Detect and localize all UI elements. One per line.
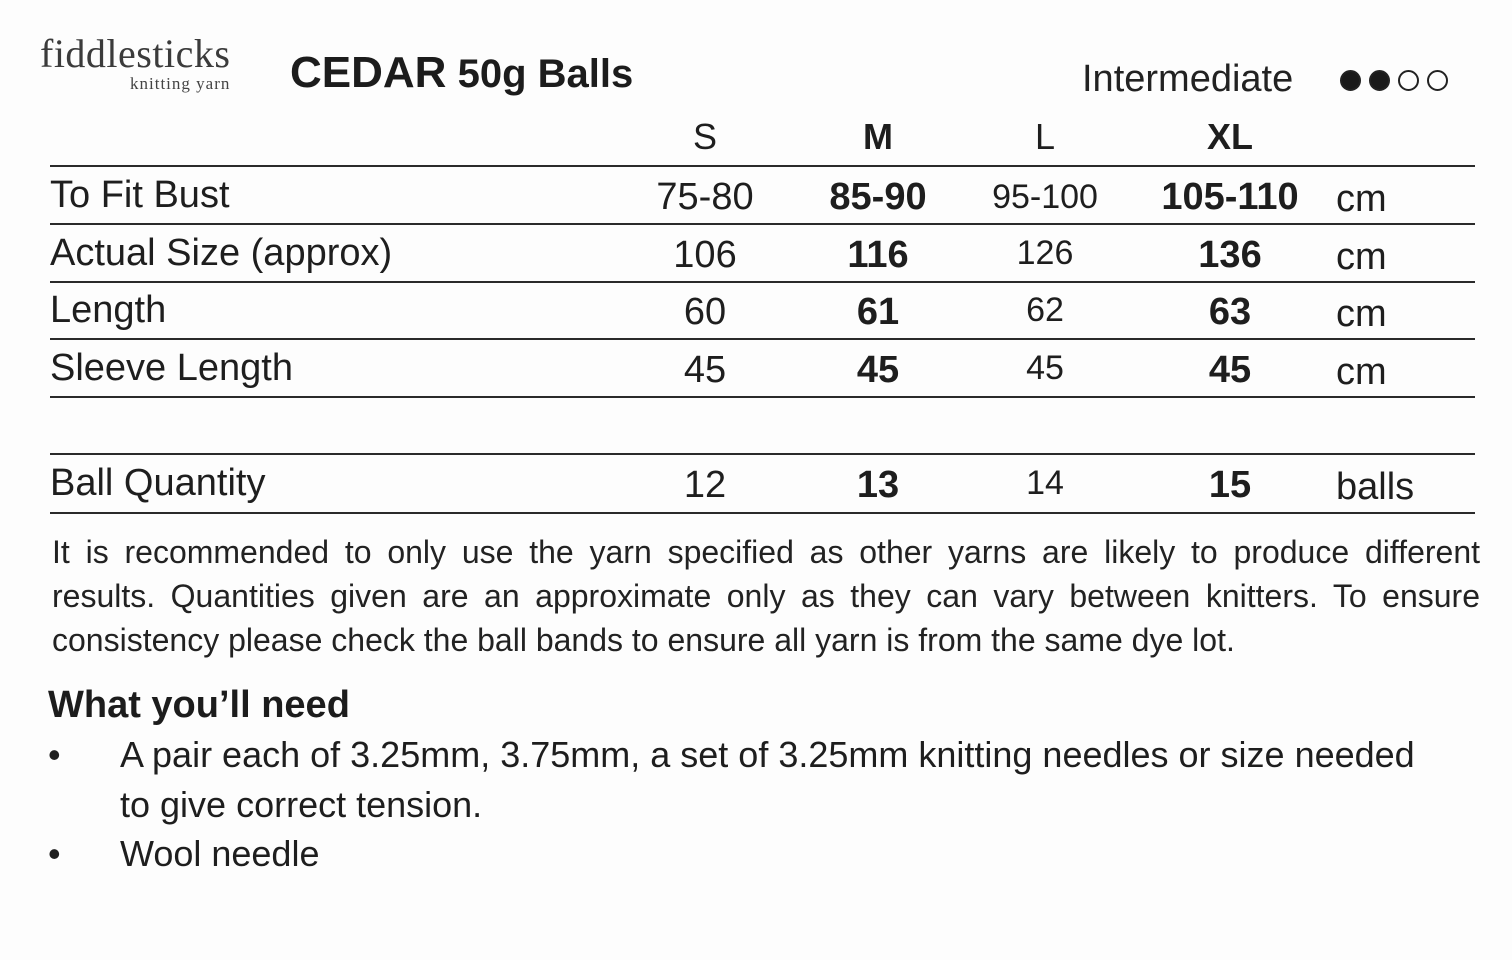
- row-unit: cm: [1336, 236, 1387, 278]
- row-unit: cm: [1336, 293, 1387, 335]
- size-header-xl: XL: [1206, 116, 1253, 157]
- bullet-icon: •: [48, 734, 61, 775]
- table-cell: 106: [673, 234, 737, 276]
- table-cell: 62: [1026, 291, 1064, 329]
- table-cell: 95-100: [992, 178, 1098, 216]
- row-label-length: Length: [50, 289, 167, 331]
- row-label-ball-quantity: Ball Quantity: [50, 462, 266, 504]
- row-label-sleeve-length: Sleeve Length: [50, 347, 293, 389]
- list-item: [48, 730, 1468, 830]
- table-cell: 60: [683, 291, 727, 333]
- brand-logo: [40, 30, 270, 100]
- table-divider: [50, 281, 1475, 283]
- size-header-m: M: [863, 116, 893, 157]
- table-cell: 136: [1198, 234, 1262, 276]
- list-item: [48, 829, 1468, 879]
- table-divider: [50, 165, 1475, 167]
- rating-dot-empty-icon: [1398, 70, 1419, 91]
- size-header-s: S: [692, 116, 717, 157]
- list-item-text: A pair each of 3.25mm, 3.75mm, a set of 3.25mm knitting needles or size needed to give correct tension.: [120, 734, 1415, 825]
- table-cell: 85-90: [829, 176, 927, 218]
- bullet-icon: •: [48, 833, 61, 874]
- table-cell: 45: [683, 349, 727, 391]
- skill-level-rating: [1340, 70, 1448, 91]
- table-cell: 45: [856, 349, 900, 391]
- pattern-title: [290, 48, 633, 98]
- list-item-text: Wool needle: [120, 833, 320, 874]
- section-heading: What you’ll need: [48, 684, 350, 726]
- table-cell: 75-80: [656, 176, 754, 218]
- table-divider: [50, 223, 1475, 225]
- table-cell: 126: [1016, 234, 1074, 272]
- table-cell: 15: [1208, 464, 1252, 506]
- rating-dot-empty-icon: [1427, 70, 1448, 91]
- brand-name: fiddlesticks: [40, 31, 231, 76]
- skill-level: Intermediate: [1082, 58, 1294, 100]
- table-cell: 12: [683, 464, 727, 506]
- table-cell: 63: [1208, 291, 1252, 333]
- row-label-actual-size: Actual Size (approx): [50, 232, 393, 274]
- table-divider: [50, 338, 1475, 340]
- row-unit: cm: [1336, 178, 1387, 220]
- rating-dot-filled-icon: [1340, 70, 1361, 91]
- size-header-l: L: [1034, 116, 1056, 157]
- table-cell: 14: [1026, 464, 1064, 502]
- table-cell: 45: [1208, 349, 1252, 391]
- table-cell: 116: [847, 234, 909, 276]
- yarn-note: It is recommended to only use the yarn specified as other yarns are likely to produce different results. Quantities given are an approximate only as they can vary between knitters. To ensure consistency please check the ball bands to ensure all yarn is from the same dye lot.: [52, 534, 1480, 658]
- pattern-subtitle: 50g Balls: [457, 52, 634, 96]
- table-cell: 105-110: [1161, 176, 1299, 218]
- table-cell: 45: [1026, 349, 1064, 387]
- rating-dot-filled-icon: [1369, 70, 1390, 91]
- table-divider: [50, 453, 1475, 455]
- brand-tagline: knitting yarn: [130, 74, 231, 93]
- table-cell: 13: [856, 464, 900, 506]
- row-unit: cm: [1336, 351, 1387, 393]
- table-divider: [50, 512, 1475, 514]
- table-divider: [50, 396, 1475, 398]
- row-unit: balls: [1336, 466, 1415, 508]
- table-cell: 61: [856, 291, 900, 333]
- pattern-name: CEDAR: [290, 48, 447, 97]
- row-label-bust: To Fit Bust: [50, 174, 230, 216]
